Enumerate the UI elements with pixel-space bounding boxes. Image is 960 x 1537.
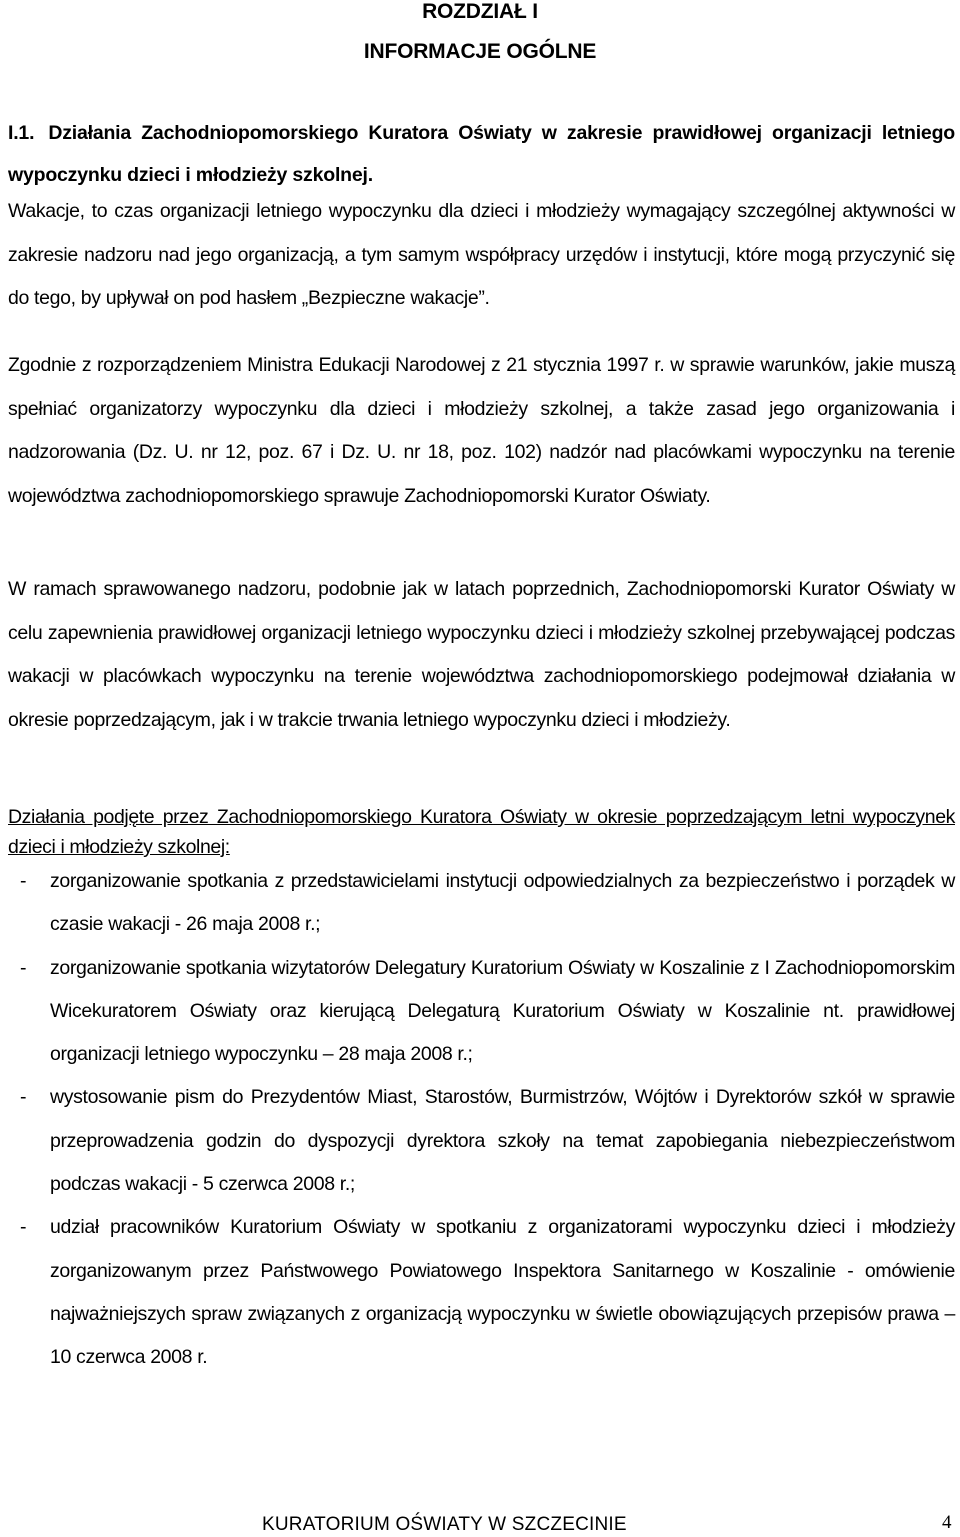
section-number: I.1. [8, 122, 35, 144]
list-bullet: - [20, 956, 27, 979]
list-item [8, 947, 955, 1077]
footer-institution: KURATORIUM OŚWIATY W SZCZECINIE [262, 1514, 627, 1535]
list-item-text: zorganizowanie spotkania z przedstawicielami instytucji odpowiedzialnych za bezpieczeństwo i porządek w czasie wakacji - 26 maja 2008 r.; [50, 870, 955, 936]
list-item [8, 1206, 955, 1379]
section-title: Działania Zachodniopomorskiego Kuratora Oświaty w zakresie prawidłowej organizacji letniego wypoczynku dzieci i młodzieży szkolnej. [8, 122, 955, 186]
section-heading [8, 112, 955, 196]
chapter-label: ROZDZIAŁ I [422, 0, 538, 23]
paragraph-supervision: W ramach sprawowanego nadzoru, podobnie jak w latach poprzednich, Zachodniopomorski Kurator Oświaty w celu zapewnienia prawidłowej organizacji letniego wypoczynku dzieci i młodzieży szkolnej przebywającej podczas wakacji w placówkach wypoczynku na terenie województwa zachodniopomorskiego podejmował działania w okresie poprzedzającym, jak i w trakcie trwania letniego wypoczynku dzieci i młodzieży. [8, 578, 955, 731]
paragraph-intro: Wakacje, to czas organizacji letniego wypoczynku dla dzieci i młodzieży wymagający szczególnej aktywności w zakresie nadzoru nad jego organizacją, a tym samym współpracy urzędów i instytucji, które mogą przyczynić się do tego, by upływał on pod hasłem „Bezpieczne wakacje”. [8, 200, 955, 309]
list-item-text: udział pracowników Kuratorium Oświaty w spotkaniu z organizatorami wypoczynku dzieci i młodzieży zorganizowanym przez Państwowego Powiatowego Inspektora Sanitarnego w Koszalinie - omówienie najważniejszych spraw związanych z organizacją wypoczynku w świetle obowiązujących przepisów prawa – 10 czerwca 2008 r. [50, 1216, 955, 1369]
page-number: 4 [942, 1512, 952, 1533]
list-item [8, 1076, 955, 1206]
list-bullet: - [20, 1086, 27, 1109]
list-bullet: - [20, 1216, 27, 1239]
actions-heading: Działania podjęte przez Zachodniopomorskiego Kuratora Oświaty w okresie poprzedzającym letni wypoczynek dzieci i młodzieży szkolnej: [8, 806, 955, 858]
list-item-text: zorganizowanie spotkania wizytatorów Delegatury Kuratorium Oświaty w Koszalinie z I Zachodniopomorskim Wicekuratorem Oświaty oraz kierującą Delegaturą Kuratorium Oświaty w Koszalinie nt. prawidłowej organizacji letniego wypoczynku – 28 maja 2008 r.; [50, 956, 955, 1066]
list-item-text: wystosowanie pism do Prezydentów Miast, Starostów, Burmistrzów, Wójtów i Dyrektorów szkół w sprawie przeprowadzenia godzin do dyspozycji dyrektora szkoły na temat zapobiegania niebezpieczeństwom podczas wakacji - 5 czerwca 2008 r.; [50, 1086, 955, 1196]
chapter-title: INFORMACJE OGÓLNE [363, 40, 597, 63]
list-bullet: - [20, 870, 27, 892]
list-item [8, 860, 955, 947]
actions-list [8, 860, 955, 1380]
paragraph-regulation: Zgodnie z rozporządzeniem Ministra Edukacji Narodowej z 21 stycznia 1997 r. w sprawie warunków, jakie muszą spełniać organizatorzy wypoczynku dla dzieci i młodzieży szkolnej, a także zasad jego organizowania i nadzorowania (Dz. U. nr 12, poz. 67 i Dz. U. nr 18, poz. 102) nadzór nad placówkami wypoczynku na terenie województwa zachodniopomorskiego sprawuje Zachodniopomorski Kurator Oświaty. [8, 354, 955, 507]
